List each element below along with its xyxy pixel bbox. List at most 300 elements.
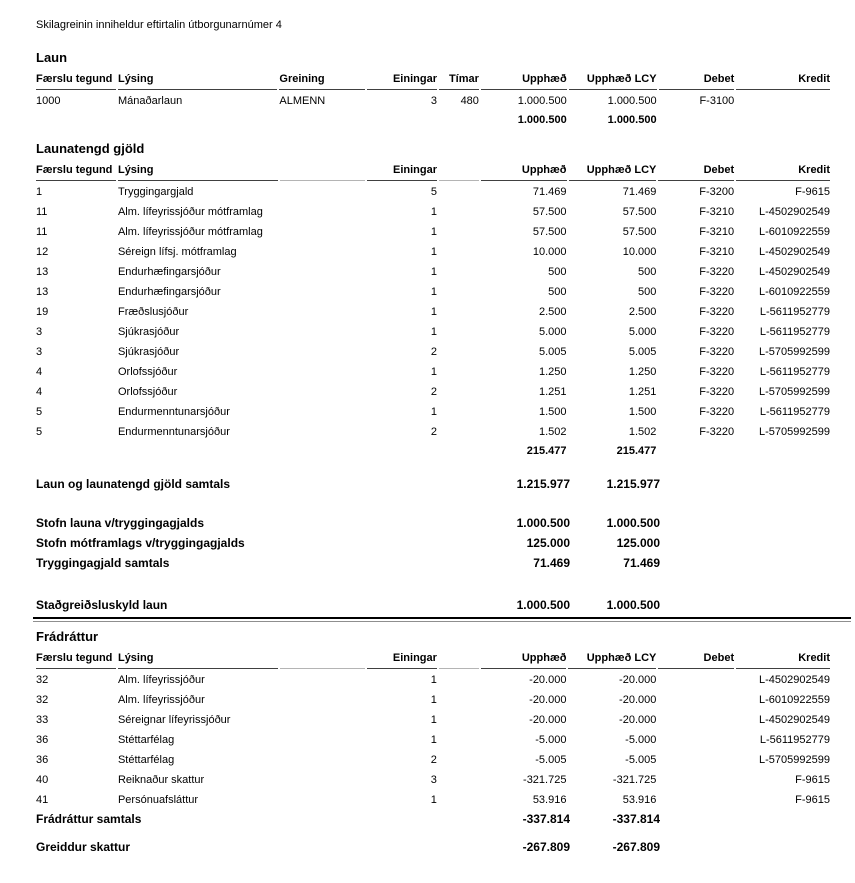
cell: -20.000 xyxy=(529,674,567,686)
header-row xyxy=(36,650,830,669)
column-header: Upphæð xyxy=(481,162,567,181)
cell: 10.000 xyxy=(622,246,657,258)
table-row xyxy=(36,729,830,749)
column-header: Einingar xyxy=(367,650,437,669)
cell xyxy=(280,221,365,241)
cell: Endurhæfingarsjóður xyxy=(117,266,221,278)
column-header: Debet xyxy=(658,650,734,669)
cell: -5.005 xyxy=(535,754,567,766)
cell: L-5705992599 xyxy=(759,426,830,438)
cell: 2 xyxy=(430,386,437,398)
table-row xyxy=(36,241,830,261)
cell: 71.469 xyxy=(532,186,567,198)
cell: Endurhæfingarsjóður xyxy=(117,286,221,298)
cell xyxy=(280,401,365,421)
column-header: Tímar xyxy=(439,71,479,90)
table-row xyxy=(36,789,830,809)
cell xyxy=(439,669,479,689)
cell: 1 xyxy=(430,326,437,338)
cell: 1 xyxy=(430,794,437,806)
section-divider-rule xyxy=(33,617,851,622)
cell: 1 xyxy=(430,734,437,746)
column-header xyxy=(280,162,365,181)
table-row xyxy=(36,669,830,689)
table-row xyxy=(36,201,830,221)
table-row xyxy=(36,261,830,281)
column-header: Upphæð LCY xyxy=(568,650,656,669)
cell: 1 xyxy=(430,366,437,378)
cell: -5.000 xyxy=(625,734,657,746)
cell: L-5705992599 xyxy=(759,754,830,766)
summary-row-stofn-motframlags xyxy=(36,536,832,550)
cell xyxy=(736,441,830,460)
cell: 57.500 xyxy=(532,226,567,238)
table-row xyxy=(36,689,830,709)
total-row xyxy=(36,110,830,129)
cell: 12 xyxy=(36,246,49,258)
summary-amount-lcy: -267.809 xyxy=(612,840,660,854)
cell: 36 xyxy=(36,734,49,746)
cell: 1 xyxy=(430,246,437,258)
summary-amount: 71.469 xyxy=(533,556,570,570)
cell: L-5705992599 xyxy=(759,386,830,398)
cell: L-5611952779 xyxy=(759,366,830,378)
cell xyxy=(280,441,365,460)
cell: Persónuafsláttur xyxy=(117,794,199,806)
cell xyxy=(280,281,365,301)
table-row xyxy=(36,769,830,789)
cell: Séreignar lífeyrissjóður xyxy=(117,714,231,726)
cell: F-3220 xyxy=(699,386,735,398)
cell: 1.250 xyxy=(538,366,567,378)
cell: -5.005 xyxy=(625,754,657,766)
column-header: Færslu tegund xyxy=(36,162,116,181)
cell xyxy=(658,709,734,729)
cell: -20.000 xyxy=(619,674,657,686)
cell xyxy=(280,321,365,341)
cell: 32 xyxy=(36,694,49,706)
cell: 41 xyxy=(36,794,49,806)
cell: 53.916 xyxy=(622,794,657,806)
cell xyxy=(36,441,116,460)
cell xyxy=(280,689,366,709)
cell xyxy=(280,749,366,769)
cell: F-9615 xyxy=(795,774,830,786)
cell xyxy=(280,341,365,361)
cell: Orlofssjóður xyxy=(117,366,178,378)
cell: 71.469 xyxy=(622,186,657,198)
cell: 2 xyxy=(430,754,437,766)
table-row xyxy=(36,709,830,729)
cell xyxy=(280,181,365,201)
cell: Alm. lífeyrissjóður xyxy=(117,694,205,706)
cell: 53.916 xyxy=(532,794,567,806)
stofn-summary-group xyxy=(36,516,832,570)
column-header: Lýsing xyxy=(118,71,277,90)
cell: F-3100 xyxy=(699,95,735,107)
cell: 3 xyxy=(430,95,437,107)
cell: Tryggingargjald xyxy=(117,186,194,198)
cell: 500 xyxy=(548,266,567,278)
cell: L-6010922559 xyxy=(759,694,830,706)
summary-row-greiddur-skattur xyxy=(36,840,832,854)
cell: 1.250 xyxy=(628,366,657,378)
cell xyxy=(280,381,365,401)
cell: 1.500 xyxy=(538,406,567,418)
fradrattur-table xyxy=(34,650,832,809)
column-header: Upphæð LCY xyxy=(569,162,657,181)
column-header: Kredit xyxy=(736,71,830,90)
cell: 1 xyxy=(430,674,437,686)
cell: 215.477 xyxy=(616,445,657,457)
column-header: Einingar xyxy=(367,71,437,90)
summary-label: Staðgreiðsluskyld laun xyxy=(36,598,168,612)
table-row xyxy=(36,421,830,441)
cell: 1 xyxy=(430,266,437,278)
cell xyxy=(439,441,479,460)
cell xyxy=(439,401,479,421)
summary-amount-lcy: 71.469 xyxy=(623,556,660,570)
cell: L-5611952779 xyxy=(759,734,830,746)
column-header: Færslu tegund xyxy=(36,650,116,669)
cell: L-5611952779 xyxy=(759,306,830,318)
cell: 2.500 xyxy=(628,306,657,318)
cell xyxy=(439,201,479,221)
column-header: Upphæð LCY xyxy=(569,71,657,90)
cell: F-3210 xyxy=(699,246,735,258)
cell: 5.000 xyxy=(538,326,567,338)
section-title-fradrattur: Frádráttur xyxy=(36,629,99,644)
section-launatengd-gjold xyxy=(36,141,832,460)
cell: 13 xyxy=(36,286,49,298)
cell: Stéttarfélag xyxy=(117,734,175,746)
summary-row-stofn-launa xyxy=(36,516,832,530)
cell: 33 xyxy=(36,714,49,726)
cell: 215.477 xyxy=(526,445,567,457)
cell: 1.000.500 xyxy=(517,95,567,107)
table-row xyxy=(36,281,830,301)
cell: 1 xyxy=(430,286,437,298)
cell xyxy=(439,341,479,361)
cell: L-5611952779 xyxy=(759,326,830,338)
cell: 11 xyxy=(36,226,48,238)
cell xyxy=(280,669,366,689)
cell xyxy=(658,749,734,769)
summary-row-fradrattur-samtals xyxy=(36,812,832,826)
summary-amount: 125.000 xyxy=(526,536,570,550)
cell: L-5611952779 xyxy=(759,406,830,418)
cell: L-4502902549 xyxy=(759,714,830,726)
cell: -20.000 xyxy=(619,694,657,706)
cell xyxy=(280,789,366,809)
cell: F-3220 xyxy=(699,406,735,418)
cell: F-9615 xyxy=(795,794,830,806)
cell: Orlofssjóður xyxy=(117,386,178,398)
cell xyxy=(658,789,734,809)
cell: 1.000.500 xyxy=(607,114,657,126)
cell xyxy=(280,361,365,381)
cell: F-3210 xyxy=(699,226,735,238)
column-header: Debet xyxy=(659,71,735,90)
column-header: Debet xyxy=(658,162,734,181)
cell: 500 xyxy=(548,286,567,298)
summary-amount: 1.215.977 xyxy=(516,477,570,491)
summary-label: Tryggingagjald samtals xyxy=(36,556,170,570)
cell: 1 xyxy=(430,406,437,418)
cell: F-3220 xyxy=(699,266,735,278)
cell: -20.000 xyxy=(529,714,567,726)
cell xyxy=(736,110,830,129)
cell: L-4502902549 xyxy=(759,246,830,258)
column-header xyxy=(439,650,479,669)
cell xyxy=(118,110,277,129)
cell: 32 xyxy=(36,674,49,686)
cell: F-3210 xyxy=(699,206,735,218)
cell: 11 xyxy=(36,206,48,218)
cell xyxy=(439,361,479,381)
table-row xyxy=(36,181,830,201)
cell: L-4502902549 xyxy=(759,206,830,218)
cell xyxy=(439,729,479,749)
summary-label: Laun og launatengd gjöld samtals xyxy=(36,477,231,491)
cell: 2 xyxy=(430,346,437,358)
section-title-laun: Laun xyxy=(36,50,68,65)
cell: -20.000 xyxy=(529,694,567,706)
cell: 480 xyxy=(460,95,479,107)
cell: L-6010922559 xyxy=(759,226,830,238)
cell: Endurmenntunarsjóður xyxy=(117,406,230,418)
cell xyxy=(118,441,278,460)
cell xyxy=(439,321,479,341)
cell xyxy=(280,241,365,261)
summary-amount-lcy: 1.215.977 xyxy=(606,477,660,491)
table-row xyxy=(36,301,830,321)
summary-label: Stofn mótframlags v/tryggingagjalds xyxy=(36,536,245,550)
cell: 2 xyxy=(430,426,437,438)
cell: 500 xyxy=(638,286,657,298)
cell: ALMENN xyxy=(279,95,326,107)
summary-amount: -267.809 xyxy=(522,840,570,854)
cell: Sjúkrasjóður xyxy=(117,346,180,358)
cell xyxy=(439,709,479,729)
cell xyxy=(439,181,479,201)
cell: -5.000 xyxy=(535,734,567,746)
cell: 500 xyxy=(638,266,657,278)
cell: Alm. lífeyrissjóður mótframlag xyxy=(117,226,263,238)
cell: F-3220 xyxy=(699,326,735,338)
cell: 2.500 xyxy=(538,306,567,318)
cell: Séreign lífsj. mótframlag xyxy=(117,246,237,258)
cell xyxy=(36,110,116,129)
cell xyxy=(658,689,734,709)
section-title-launatengd-gjold: Launatengd gjöld xyxy=(36,141,145,156)
cell xyxy=(439,769,479,789)
summary-amount: 1.000.500 xyxy=(516,516,570,530)
cell: 57.500 xyxy=(622,206,657,218)
cell: Mánaðarlaun xyxy=(117,95,183,107)
cell: Stéttarfélag xyxy=(117,754,175,766)
cell: F-3220 xyxy=(699,286,735,298)
cell xyxy=(280,709,366,729)
column-header: Einingar xyxy=(367,162,437,181)
cell: 36 xyxy=(36,754,49,766)
cell xyxy=(658,669,734,689)
cell: F-9615 xyxy=(795,186,830,198)
summary-row-stadgreidsluskyld-laun xyxy=(36,598,832,612)
cell: 1 xyxy=(430,226,437,238)
table-row xyxy=(36,341,830,361)
summary-amount-lcy: -337.814 xyxy=(612,812,660,826)
table-row xyxy=(36,401,830,421)
cell xyxy=(280,261,365,281)
cell: 1 xyxy=(36,186,43,198)
cell: L-6010922559 xyxy=(759,286,830,298)
column-header xyxy=(439,162,479,181)
cell: 1.251 xyxy=(538,386,567,398)
column-header: Kredit xyxy=(736,650,830,669)
cell: L-5705992599 xyxy=(759,346,830,358)
summary-label: Greiddur skattur xyxy=(36,840,131,854)
cell: 5 xyxy=(36,426,43,438)
cell xyxy=(439,789,479,809)
cell: Alm. lífeyrissjóður xyxy=(117,674,205,686)
table-row xyxy=(36,221,830,241)
column-header: Lýsing xyxy=(118,650,278,669)
section-fradrattur xyxy=(36,629,832,809)
cell: 3 xyxy=(36,346,43,358)
header-row xyxy=(36,71,830,90)
header-row xyxy=(36,162,830,181)
cell: F-3200 xyxy=(699,186,735,198)
cell: 1.000.500 xyxy=(607,95,657,107)
column-header: Upphæð xyxy=(481,71,567,90)
cell xyxy=(280,769,366,789)
cell xyxy=(439,221,479,241)
cell: 4 xyxy=(36,386,43,398)
table-row xyxy=(36,321,830,341)
cell: 5 xyxy=(430,186,437,198)
cell xyxy=(279,110,365,129)
cell: 19 xyxy=(36,306,49,318)
cell xyxy=(280,729,366,749)
cell xyxy=(280,201,365,221)
cell: F-3220 xyxy=(699,426,735,438)
cell: 1 xyxy=(430,714,437,726)
cell: 1.251 xyxy=(628,386,657,398)
cell: 10.000 xyxy=(532,246,567,258)
cell xyxy=(439,241,479,261)
cell: 1.500 xyxy=(628,406,657,418)
cell: -321.725 xyxy=(523,774,567,786)
cell xyxy=(439,749,479,769)
cell: 1 xyxy=(430,206,437,218)
cell xyxy=(280,421,365,441)
cell: 1.502 xyxy=(628,426,657,438)
summary-amount: -337.814 xyxy=(522,812,570,826)
column-header: Greining xyxy=(279,71,365,90)
cell xyxy=(367,441,437,460)
cell xyxy=(280,301,365,321)
cell: Endurmenntunarsjóður xyxy=(117,426,230,438)
cell: 3 xyxy=(430,774,437,786)
summary-amount: 1.000.500 xyxy=(516,598,570,612)
cell: Alm. lífeyrissjóður mótframlag xyxy=(117,206,263,218)
summary-label: Stofn launa v/tryggingagjalds xyxy=(36,516,205,530)
column-header: Upphæð xyxy=(481,650,567,669)
cell xyxy=(439,110,479,129)
summary-amount-lcy: 1.000.500 xyxy=(606,598,660,612)
cell: 5.000 xyxy=(628,326,657,338)
cell: 1000 xyxy=(36,95,61,107)
cell: L-4502902549 xyxy=(759,266,830,278)
cell: 57.500 xyxy=(622,226,657,238)
cell xyxy=(367,110,437,129)
summary-amount-lcy: 125.000 xyxy=(616,536,660,550)
summary-row-tryggingagjald-samtals xyxy=(36,556,832,570)
cell: Fræðslusjóður xyxy=(117,306,189,318)
cell: L-4502902549 xyxy=(759,674,830,686)
cell: Sjúkrasjóður xyxy=(117,326,180,338)
cell: 1.502 xyxy=(538,426,567,438)
summary-amount-lcy: 1.000.500 xyxy=(606,516,660,530)
column-header: Lýsing xyxy=(118,162,278,181)
report-intro: Skilagreinin inniheldur eftirtalin útborgunarnúmer 4 xyxy=(36,19,282,31)
cell: 5.005 xyxy=(538,346,567,358)
cell: 3 xyxy=(36,326,43,338)
table-row xyxy=(36,381,830,401)
column-header: Kredit xyxy=(736,162,830,181)
cell: 57.500 xyxy=(532,206,567,218)
summary-row-laun-og-launatengd-samtals xyxy=(36,477,832,491)
cell xyxy=(658,729,734,749)
cell xyxy=(659,110,735,129)
cell: 1 xyxy=(430,306,437,318)
cell: F-3220 xyxy=(699,346,735,358)
column-header xyxy=(280,650,366,669)
cell xyxy=(658,769,734,789)
cell: -20.000 xyxy=(619,714,657,726)
section-laun xyxy=(36,50,832,129)
cell xyxy=(736,90,830,110)
column-header: Færslu tegund xyxy=(36,71,116,90)
summary-label: Frádráttur samtals xyxy=(36,812,142,826)
cell xyxy=(439,301,479,321)
cell: 5.005 xyxy=(628,346,657,358)
cell: 4 xyxy=(36,366,43,378)
table-row xyxy=(36,749,830,769)
total-row xyxy=(36,441,830,460)
cell: -321.725 xyxy=(612,774,657,786)
table-row xyxy=(36,361,830,381)
laun-table xyxy=(34,71,832,129)
cell: 1.000.500 xyxy=(517,114,567,126)
cell xyxy=(439,381,479,401)
cell: 40 xyxy=(36,774,49,786)
cell: F-3220 xyxy=(699,366,735,378)
cell xyxy=(658,441,734,460)
cell xyxy=(439,421,479,441)
cell xyxy=(439,281,479,301)
table-row xyxy=(36,90,830,110)
cell: 5 xyxy=(36,406,43,418)
cell xyxy=(439,689,479,709)
cell: F-3220 xyxy=(699,306,735,318)
cell: Reiknaður skattur xyxy=(117,774,205,786)
cell: 1 xyxy=(430,694,437,706)
cell: 13 xyxy=(36,266,49,278)
launatengd-gjold-table xyxy=(34,162,832,460)
cell xyxy=(439,261,479,281)
